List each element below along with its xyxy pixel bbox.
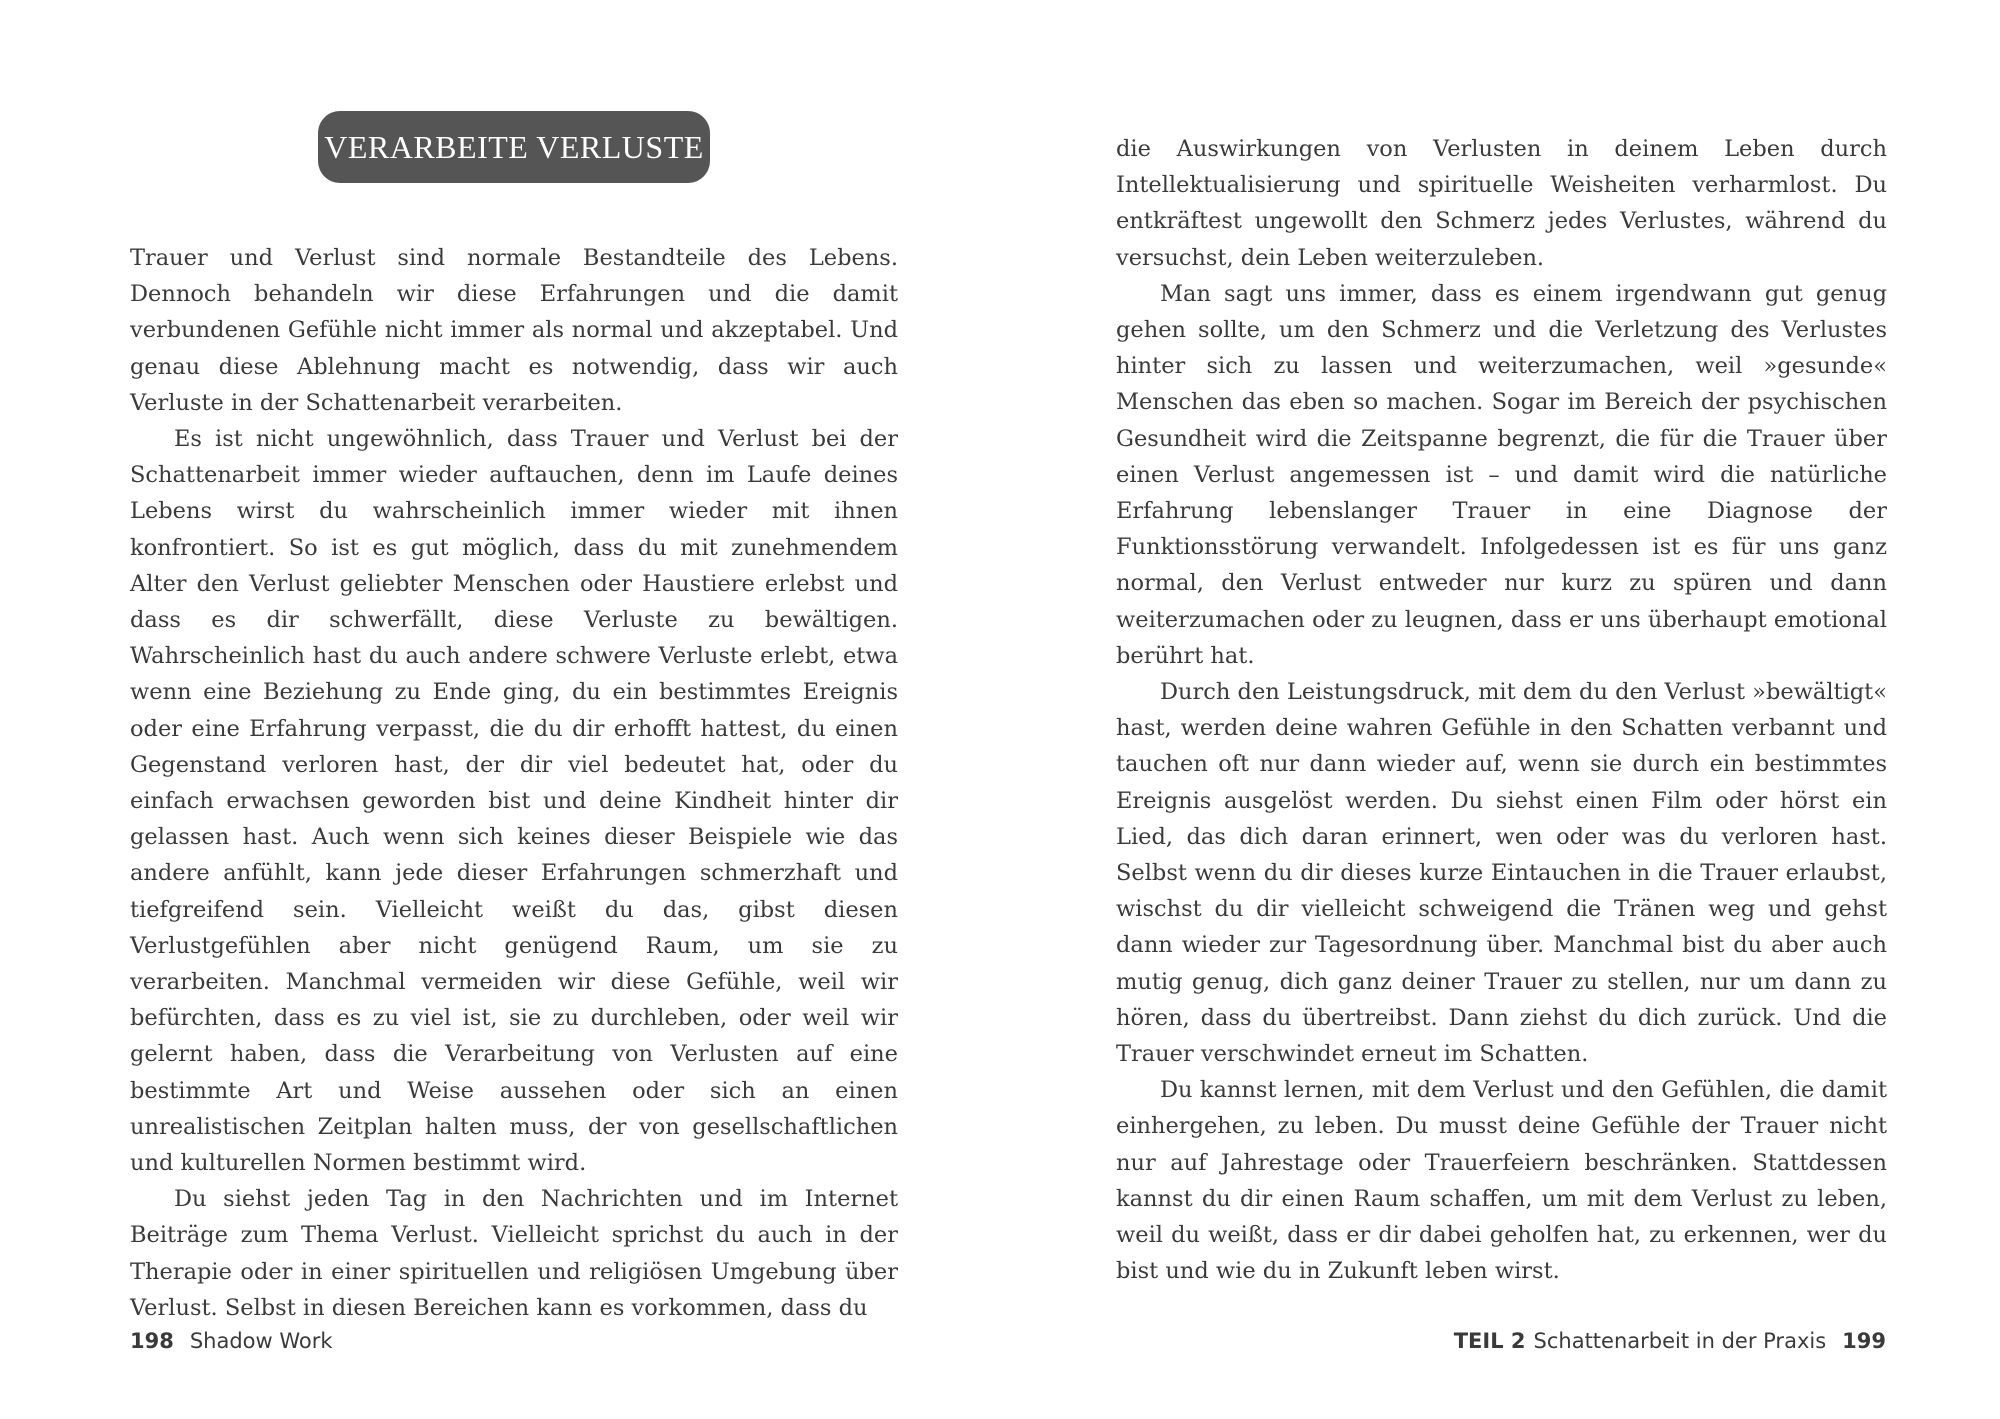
paragraph: Du kannst lernen, mit dem Verlust und den Gefühlen, die damit einhergehen, zu leben. Du musst deine Gefühle der Trauer nicht nur auf Jahrestage oder Trauerfeiern beschränken. Stattdessen kannst du dir einen Raum schaffen, um mit dem Verlust zu leben, weil du weißt, dass er dir dabei geholfen hat, zu erkennen, wer du bist und wie du in Zukunft leben wirst. [1116, 1077, 1887, 1285]
section-heading: VERARBEITE VERLUSTE [324, 128, 704, 165]
chapter-title: Schattenarbeit in der Praxis [1533, 1329, 1827, 1353]
right-footer [1454, 1329, 1886, 1353]
paragraph: Es ist nicht ungewöhnlich, dass Trauer und Verlust bei der Schattenarbeit immer wieder auftauchen, denn im Laufe deines Lebens wirst du wahrscheinlich immer wieder mit ihnen konfrontiert. So ist es gut möglich, dass du mit zunehmendem Alter den Verlust geliebter Menschen oder Haustiere erlebst und dass es dir schwerfällt, diese Verluste zu bewältigen. Wahrscheinlich hast du auch andere schwere Verluste erlebt, etwa wenn eine Beziehung zu Ende ging, du ein bestimmtes Ereignis oder eine Erfahrung verpasst, die du dir erhofft hattest, du einen Gegenstand verloren hast, der dir viel bedeutet hat, oder du einfach erwachsen geworden bist und deine Kindheit hinter dir gelassen hast. Auch wenn sich keines dieser Beispiele wie das andere anfühlt, kann jede dieser Erfahrungen schmerzhaft und tiefgreifend sein. Vielleicht weißt du das, gibst diesen Verlustgefühlen aber nicht genügend Raum, um sie zu verarbeiten. Manchmal vermeiden wir diese Gefühle, weil wir befürchten, dass es zu viel ist, sie zu durchleben, oder weil wir gelernt haben, dass die Verarbeitung von Verlusten auf eine bestimmte Art und Weise aussehen oder sich an einen unrealistischen Zeitplan halten muss, der von gesellschaftlichen und kulturellen Normen bestimmt wird. [130, 426, 898, 1177]
paragraph: Trauer und Verlust sind normale Bestandteile des Lebens. Dennoch behandeln wir diese Erfahrungen und die damit verbundenen Gefühle nicht immer als normal und akzeptabel. Und genau diese Ablehnung macht es notwendig, dass wir auch Verluste in der Schattenarbeit verarbeiten. [130, 245, 898, 416]
right-page [1000, 0, 2000, 1419]
page-number: 198 [130, 1329, 174, 1353]
left-body-text [130, 240, 898, 1326]
left-footer [130, 1329, 333, 1353]
paragraph: Durch den Leistungsdruck, mit dem du den Verlust »bewältigt« hast, werden deine wahren Gefühle in den Schatten verbannt und tauchen oft nur dann wieder auf, wenn sie durch ein bestimmtes Ereignis ausgelöst werden. Du siehst einen Film oder hörst ein Lied, das dich daran erinnert, wen oder was du verloren hast. Selbst wenn du dir dieses kurze Eintauchen in die Trauer erlaubst, wischst du dir vielleicht schweigend die Tränen weg und gehst dann wieder zur Tagesordnung über. Manchmal bist du aber auch mutig genug, dich ganz deiner Trauer zu stellen, nur um dann zu hören, dass du übertreibst. Dann ziehst du dich zurück. Und die Trauer verschwindet erneut im Schatten. [1116, 679, 1887, 1068]
right-body-text [1116, 131, 1887, 1290]
paragraph: die Auswirkungen von Verlusten in deinem Leben durch Intellektualisierung und spirituelle Weisheiten verharmlost. Du entkräftest ungewollt den Schmerz jedes Verlustes, während du versuchst, dein Leben weiterzuleben. [1116, 136, 1887, 271]
book-title: Shadow Work [189, 1329, 333, 1353]
part-label: TEIL 2 [1453, 1329, 1526, 1353]
section-heading-box [318, 111, 710, 183]
page-number: 199 [1842, 1329, 1886, 1353]
paragraph: Man sagt uns immer, dass es einem irgendwann gut genug gehen sollte, um den Schmerz und die Verletzung des Verlustes hinter sich zu lassen und weiterzumachen, weil »gesunde« Menschen das eben so machen. Sogar im Bereich der psychischen Gesundheit wird die Zeitspanne begrenzt, die für die Trauer über einen Verlust angemessen ist – und damit wird die natürliche Erfahrung lebenslanger Trauer in eine Diagnose der Funktionsstörung verwandelt. Infolgedessen ist es für uns ganz normal, den Verlust entweder nur kurz zu spüren und dann weiterzumachen oder zu leugnen, dass er uns überhaupt emotional berührt hat. [1116, 280, 1887, 669]
paragraph: Du siehst jeden Tag in den Nachrichten und im Internet Beiträge zum Thema Verlust. Vielleicht sprichst du auch in der Therapie oder in einer spirituellen und religiösen Umgebung über Verlust. Selbst in diesen Bereichen kann es vorkommen, dass du [130, 1186, 898, 1321]
